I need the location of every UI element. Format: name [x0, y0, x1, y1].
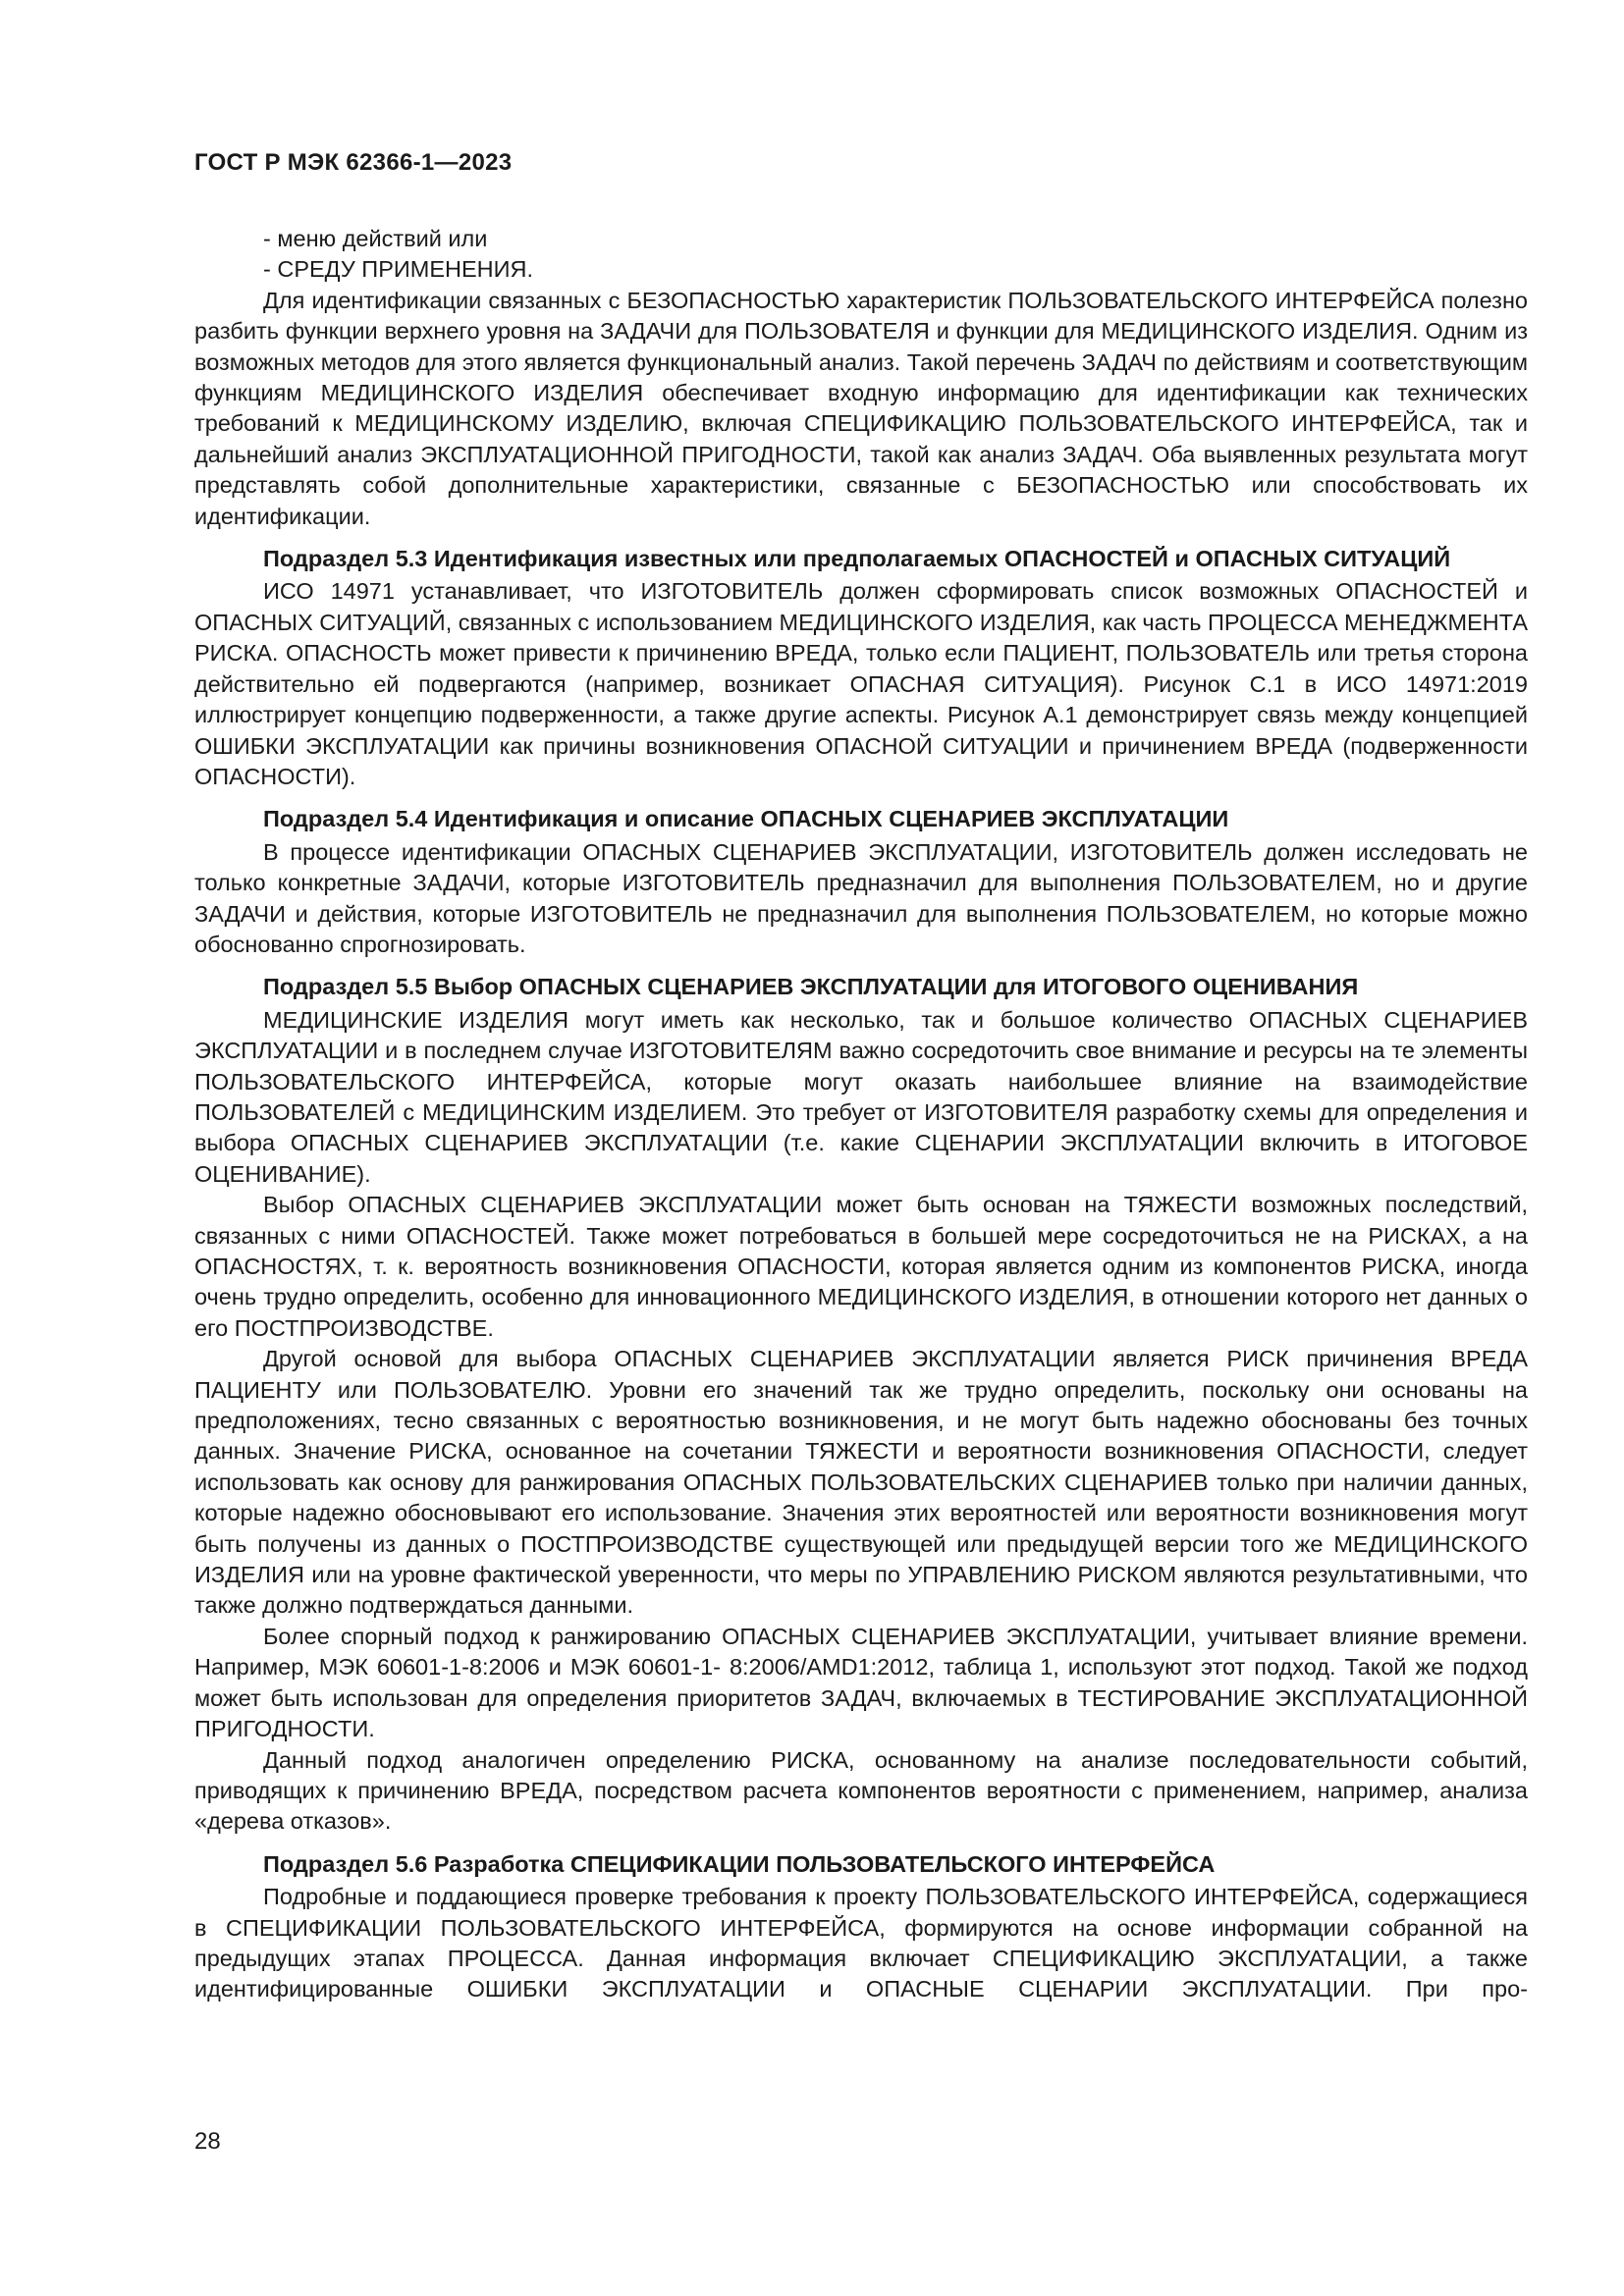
intro-paragraph: Для идентификации связанных с БЕЗОПАСНОСТЬЮ характеристик ПОЛЬЗОВАТЕЛЬСКОГО ИНТЕРФЕЙСА полезно разбить функции верхнего уровня на ЗАДАЧИ для ПОЛЬЗОВАТЕЛЯ и функции для МЕДИЦИНСКОГО ИЗДЕЛИЯ. Одним из возможных методов для этого является функциональный анализ. Такой перечень ЗАДАЧ по действиям и соответствующим функциям МЕДИЦИНСКОГО ИЗДЕЛИЯ обеспечивает входную информацию для идентификации как технических требований к МЕДИЦИНСКОМУ ИЗДЕЛИЮ, включая СПЕЦИФИКАЦИЮ ПОЛЬЗОВАТЕЛЬСКОГО ИНТЕРФЕЙСА, так и дальнейший анализ ЭКСПЛУАТАЦИОННОЙ ПРИГОДНОСТИ, такой как анализ ЗАДАЧ. Оба выявленных результата могут представлять собой дополнительные характеристики, связанные с БЕЗОПАСНОСТЬЮ или способствовать их идентификации. [194, 287, 1528, 529]
paragraph: Другой основой для выбора ОПАСНЫХ СЦЕНАРИЕВ ЭКСПЛУАТАЦИИ является РИСК причинения ВРЕДА ПАЦИЕНТУ или ПОЛЬЗОВАТЕЛЮ. Уровни его значений так же трудно определить, поскольку они основаны на предположениях, тесно связанных с вероятностью возникновения, и не могут быть надежно обоснованы без точных данных. Значение РИСКА, основанное на сочетании ТЯЖЕСТИ и вероятности возникновения ОПАСНОСТИ, следует использовать как основу для ранжирования ОПАСНЫХ ПОЛЬЗОВАТЕЛЬСКИХ СЦЕНАРИЕВ только при наличии данных, которые надежно обосновывают его использование. Значения этих вероятностей или вероятности возникновения могут быть получены из данных о ПОСТПРОИЗВОДСТВЕ существующей или предыдущей версии того же МЕДИЦИНСКОГО ИЗДЕЛИЯ или на уровне фактической уверенности, что меры по УПРАВЛЕНИЮ РИСКОМ являются результативными, что также должно подтверждаться данными. [194, 1346, 1528, 1619]
paragraph: МЕДИЦИНСКИЕ ИЗДЕЛИЯ могут иметь как несколько, так и большое количество ОПАСНЫХ СЦЕНАРИЕВ ЭКСПЛУАТАЦИИ и в последнем случае ИЗГОТОВИТЕЛЯМ важно сосредоточить свое внимание и ресурсы на те элементы ПОЛЬЗОВАТЕЛЬСКОГО ИНТЕРФЕЙСА, которые могут оказать наибольшее влияние на взаимодействие ПОЛЬЗОВАТЕЛЕЙ с МЕДИЦИНСКИМ ИЗДЕЛИЕМ. Это требует от ИЗГОТОВИТЕЛЯ разработку схемы для определения и выбора ОПАСНЫХ СЦЕНАРИЕВ ЭКСПЛУАТАЦИИ (т.е. какие СЦЕНАРИИ ЭКСПЛУАТАЦИИ включить в ИТОГОВОЕ ОЦЕНИВАНИЕ). [194, 1006, 1528, 1187]
paragraph: В процессе идентификации ОПАСНЫХ СЦЕНАРИЕВ ЭКСПЛУАТАЦИИ, ИЗГОТОВИТЕЛЬ должен исследовать не только конкретные ЗАДАЧИ, которые ИЗГОТОВИТЕЛЬ предназначил для выполнения ПОЛЬЗОВАТЕЛЕМ, но и другие ЗАДАЧИ и действия, которые ИЗГОТОВИТЕЛЬ не предназначил для выполнения ПОЛЬЗОВАТЕЛЕМ, но которые можно обоснованно спрогнозировать. [194, 838, 1528, 957]
page-number: 28 [194, 2128, 221, 2155]
section-heading-5-3: Подраздел 5.3 Идентификация известных или предполагаемых ОПАСНОСТЕЙ и ОПАСНЫХ СИТУАЦИЙ [263, 546, 1451, 572]
list-item: - меню действий или [263, 226, 488, 251]
section-heading-5-4: Подраздел 5.4 Идентификация и описание ОПАСНЫХ СЦЕНАРИЕВ ЭКСПЛУАТАЦИИ [263, 806, 1229, 832]
paragraph: ИСО 14971 устанавливает, что ИЗГОТОВИТЕЛЬ должен сформировать список возможных ОПАСНОСТЕЙ и ОПАСНЫХ СИТУАЦИЙ, связанных с использованием МЕДИЦИНСКОГО ИЗДЕЛИЯ, как часть ПРОЦЕССА МЕНЕДЖМЕНТА РИСКА. ОПАСНОСТЬ может привести к причинению ВРЕДА, только если ПАЦИЕНТ, ПОЛЬЗОВАТЕЛЬ или третья сторона действительно ей подвергаются (например, возникает ОПАСНАЯ СИТУАЦИЯ). Рисунок С.1 в ИСО 14971:2019 иллюстрирует концепцию подверженности, а также другие аспекты. Рисунок А.1 демонстрирует связь между концепцией ОШИБКИ ЭКСПЛУАТАЦИИ как причины возникновения ОПАСНОЙ СИТУАЦИИ и причинением ВРЕДА (подверженности ОПАСНОСТИ). [194, 578, 1529, 789]
paragraph: Более спорный подход к ранжированию ОПАСНЫХ СЦЕНАРИЕВ ЭКСПЛУАТАЦИИ, учитывает влияние времени. Например, МЭК 60601-1-8:2006 и МЭК 60601-1- 8:2006/AMD1:2012, таблица 1, используют этот подход. Такой же подход может быть использован для определения приоритетов ЗАДАЧ, включаемых в ТЕСТИРОВАНИЕ ЭКСПЛУАТАЦИОННОЙ ПРИГОДНОСТИ. [194, 1623, 1528, 1742]
list-item: - СРЕДУ ПРИМЕНЕНИЯ. [263, 256, 534, 283]
section-heading-5-6: Подраздел 5.6 Разработка СПЕЦИФИКАЦИИ ПОЛЬЗОВАТЕЛЬСКОГО ИНТЕРФЕЙСА [263, 1850, 1216, 1877]
page-content [194, 224, 1528, 2005]
paragraph: Подробные и поддающиеся проверке требования к проекту ПОЛЬЗОВАТЕЛЬСКОГО ИНТЕРФЕЙСА, содержащиеся в СПЕЦИФИКАЦИИ ПОЛЬЗОВАТЕЛЬСКОГО ИНТЕРФЕЙСА, формируются на основе информации собранной на предыдущих этапах ПРОЦЕССА. Данная информация включает СПЕЦИФИКАЦИЮ ЭКСПЛУАТАЦИИ, а также идентифицированные ОШИБКИ ЭКСПЛУАТАЦИИ и ОПАСНЫЕ СЦЕНАРИИ ЭКСПЛУАТАЦИИ. При про- [194, 1884, 1528, 2002]
section-heading-5-5: Подраздел 5.5 Выбор ОПАСНЫХ СЦЕНАРИЕВ ЭКСПЛУАТАЦИИ для ИТОГОВОГО ОЦЕНИВАНИЯ [263, 974, 1359, 1000]
paragraph: Данный подход аналогичен определению РИСКА, основанному на анализе последовательности событий, приводящих к причинению ВРЕДА, посредством расчета компонентов вероятности с применением, например, анализа «дерева отказов». [194, 1746, 1528, 1835]
paragraph: Выбор ОПАСНЫХ СЦЕНАРИЕВ ЭКСПЛУАТАЦИИ может быть основан на ТЯЖЕСТИ возможных последствий, связанных с ними ОПАСНОСТЕЙ. Также может потребоваться в большей мере сосредоточиться не на РИСКАХ, а на ОПАСНОСТЯХ, т. к. вероятность возникновения ОПАСНОСТИ, которая является одним из компонентов РИСКА, иногда очень трудно определить, особенно для инновационного МЕДИЦИНСКОГО ИЗДЕЛИЯ, в отношении которого нет данных о его ПОСТПРОИЗВОДСТВЕ. [194, 1192, 1528, 1341]
document-header: ГОСТ Р МЭК 62366-1—2023 [194, 149, 513, 176]
